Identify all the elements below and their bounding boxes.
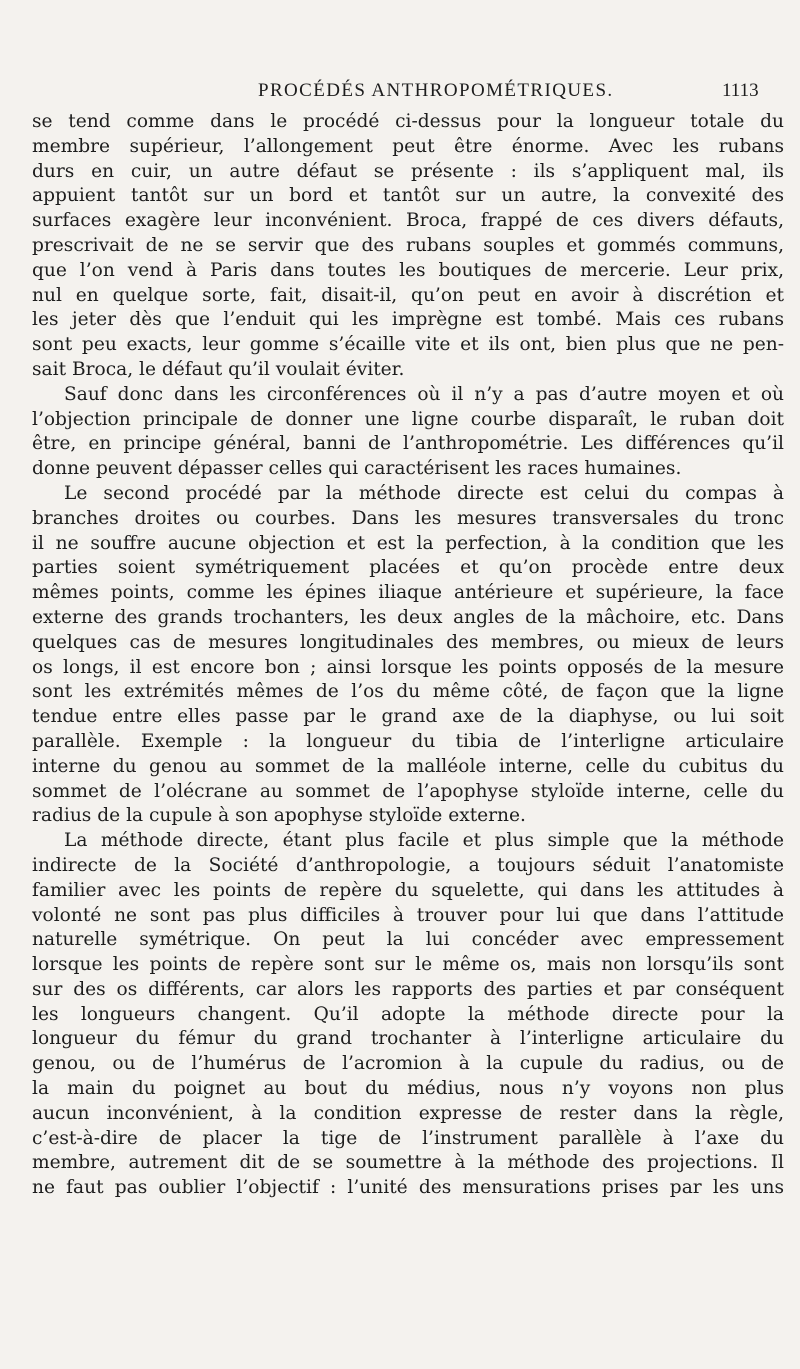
text-line: la main du poignet au bout du médius, nous n’y voyons non plus bbox=[32, 1078, 784, 1100]
text-line: sommet de l’olécrane au sommet de l’apophyse styloïde interne, celle du bbox=[32, 780, 784, 802]
text-line: nul en quelque sorte, fait, disait-il, qu’on peut en avoir à discrétion et bbox=[32, 284, 784, 306]
text-line: membre supérieur, l’allongement peut être énorme. Avec les rubans bbox=[32, 135, 784, 157]
text-line: tendue entre elles passe par le grand axe de la diaphyse, ou lui soit bbox=[32, 706, 784, 728]
text-line: l’objection principale de donner une ligne courbe disparaît, le ruban doit bbox=[32, 408, 784, 430]
text-line: sont peu exacts, leur gomme s’écaille vite et ils ont, bien plus que ne pen- bbox=[32, 334, 784, 356]
text-line: sont les extrémités mêmes de l’os du même côté, de façon que la ligne bbox=[32, 681, 784, 703]
text-line: volonté ne sont pas plus difficiles à trouver pour lui que dans l’attitude bbox=[32, 904, 784, 926]
text-line: parties soient symétriquement placées et qu’on procède entre deux bbox=[32, 557, 784, 579]
text-line: c’est-à-dire de placer la tige de l’instrument parallèle à l’axe du bbox=[32, 1127, 784, 1149]
running-title: PROCÉDÉS ANTHROPOMÉTRIQUES. bbox=[258, 80, 614, 101]
text-line: Le second procédé par la méthode directe est celui du compas à bbox=[64, 482, 784, 504]
text-line: sur des os différents, car alors les rapports des parties et par conséquent bbox=[32, 978, 784, 1000]
text-line: interne du genou au sommet de la malléole interne, celle du cubitus du bbox=[32, 755, 784, 777]
text-line: mêmes points, comme les épines iliaque antérieure et supérieure, la face bbox=[32, 582, 784, 604]
text-line: appuient tantôt sur un bord et tantôt sur un autre, la convexité des bbox=[32, 185, 784, 207]
text-line: se tend comme dans le procédé ci-dessus pour la longueur totale du bbox=[32, 111, 784, 132]
text-line: il ne souffre aucune objection et est la perfection, à la condition que les bbox=[32, 532, 784, 554]
text-line: aucun inconvénient, à la condition expresse de rester dans la règle, bbox=[32, 1102, 784, 1124]
text-line: membre, autrement dit de se soumettre à la méthode des projections. Il bbox=[32, 1152, 784, 1174]
text-line: longueur du fémur du grand trochanter à l’interligne articulaire du bbox=[32, 1028, 784, 1050]
text-line: quelques cas de mesures longitudinales des membres, ou mieux de leurs bbox=[32, 631, 784, 653]
text-line: les longueurs changent. Qu’il adopte la méthode directe pour la bbox=[32, 1003, 784, 1025]
text-line: être, en principe général, banni de l’anthropométrie. Les différences qu’il bbox=[32, 433, 784, 455]
text-line: les jeter dès que l’enduit qui les imprègne est tombé. Mais ces rubans bbox=[32, 309, 784, 331]
text-line: radius de la cupule à son apophyse styloïde externe. bbox=[32, 805, 526, 827]
text-line: durs en cuir, un autre défaut se présente : ils s’appliquent mal, ils bbox=[32, 160, 784, 182]
running-header bbox=[0, 80, 800, 104]
text-line: parallèle. Exemple : la longueur du tibia de l’interligne articulaire bbox=[32, 730, 784, 752]
page-number: 1113 bbox=[722, 80, 759, 101]
text-line: familier avec les points de repère du squelette, qui dans les attitudes à bbox=[32, 879, 784, 901]
text-line: genou, ou de l’humérus de l’acromion à la cupule du radius, ou de bbox=[32, 1053, 784, 1075]
text-line: La méthode directe, étant plus facile et plus simple que la méthode bbox=[64, 830, 784, 852]
text-line: naturelle symétrique. On peut la lui concéder avec empressement bbox=[32, 929, 784, 951]
text-line: sait Broca, le défaut qu’il voulait éviter. bbox=[32, 358, 405, 380]
text-line: ne faut pas oublier l’objectif : l’unité des mensurations prises par les uns bbox=[32, 1177, 784, 1199]
text-line: lorsque les points de repère sont sur le même os, mais non lorsqu’ils sont bbox=[32, 954, 784, 976]
text-line: indirecte de la Société d’anthropologie, a toujours séduit l’anatomiste bbox=[32, 854, 784, 876]
text-line: branches droites ou courbes. Dans les mesures transversales du tronc bbox=[32, 507, 784, 529]
text-line: donne peuvent dépasser celles qui caractérisent les races humaines. bbox=[32, 458, 682, 480]
text-line: externe des grands trochanters, les deux angles de la mâchoire, etc. Dans bbox=[32, 606, 784, 628]
text-line: Sauf donc dans les circonférences où il n’y a pas d’autre moyen et où bbox=[64, 383, 784, 405]
text-line: que l’on vend à Paris dans toutes les boutiques de mercerie. Leur prix, bbox=[32, 259, 784, 281]
text-line: surfaces exagère leur inconvénient. Broca, frappé de ces divers défauts, bbox=[32, 210, 784, 232]
text-line: prescrivait de ne se servir que des rubans souples et gommés communs, bbox=[32, 234, 784, 256]
text-line: os longs, il est encore bon ; ainsi lorsque les points opposés de la mesure bbox=[32, 656, 784, 678]
body-text bbox=[32, 110, 784, 1201]
